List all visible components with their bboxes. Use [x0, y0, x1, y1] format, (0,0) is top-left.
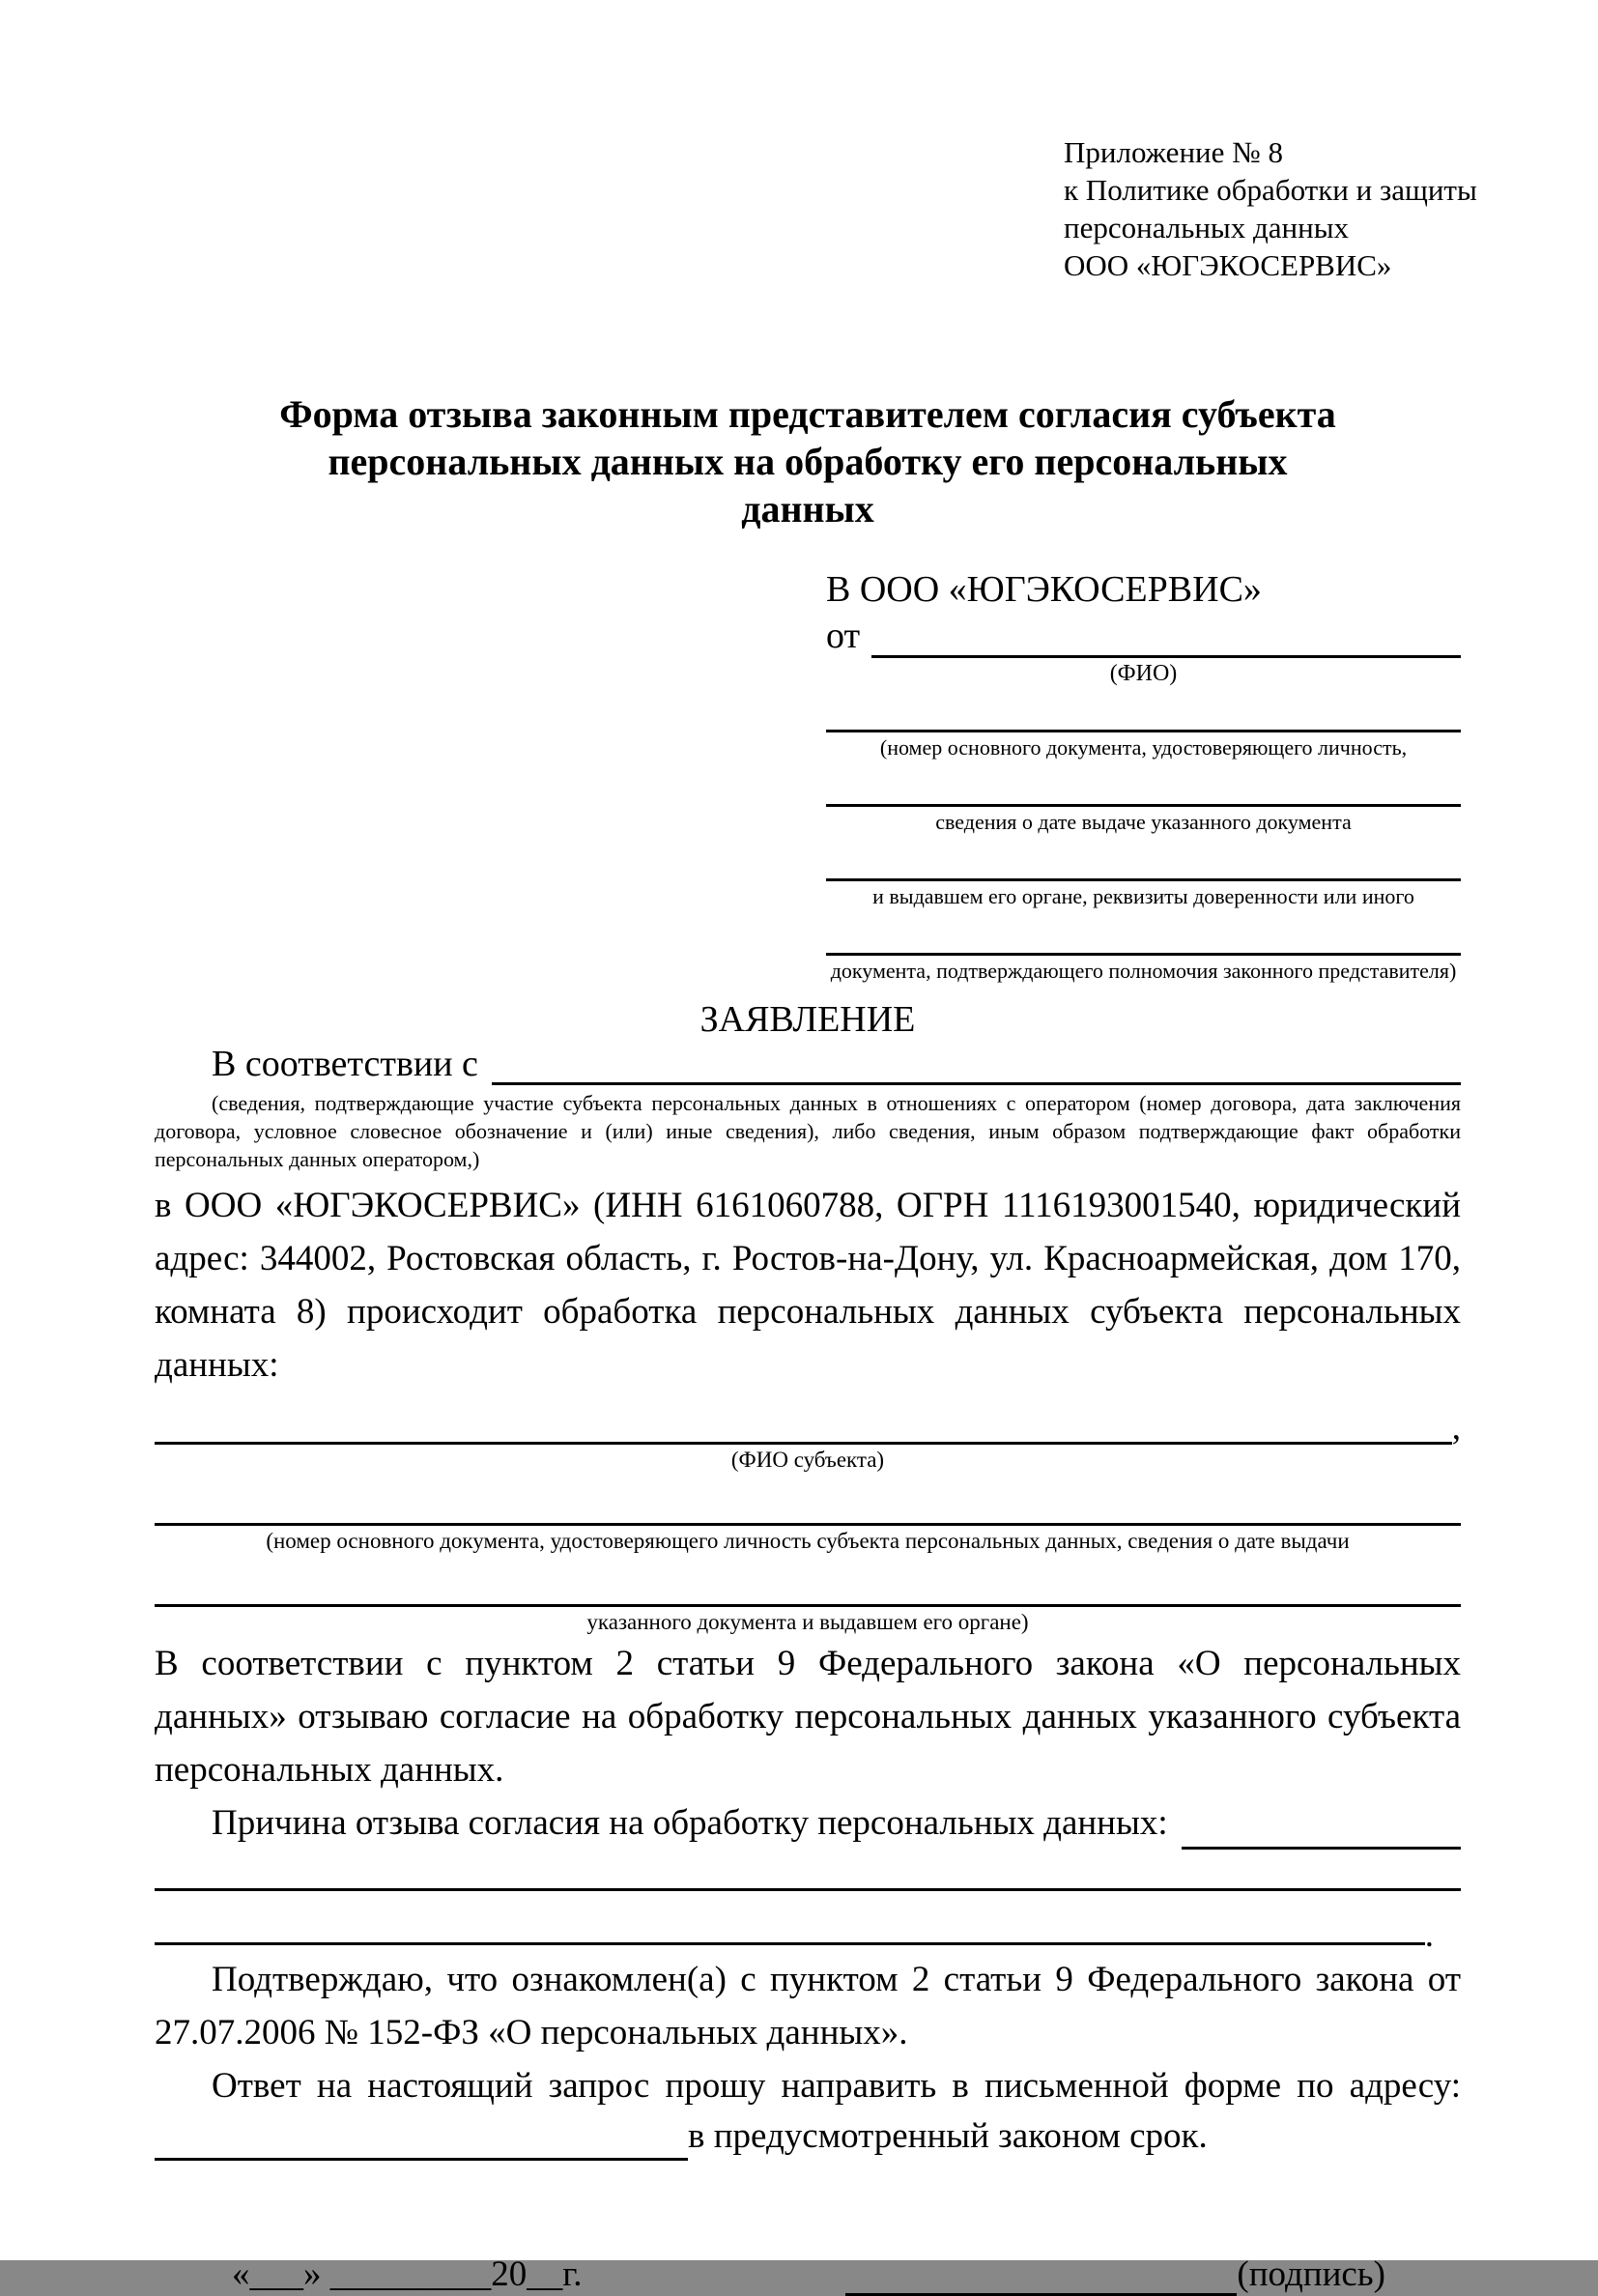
subject-doc-caption: указанного документа и выдавшем его органе): [586, 1610, 1029, 1634]
annex-note-line: к Политике обработки и защиты: [1064, 173, 1477, 207]
representative-doc-field-line[interactable]: [826, 922, 1461, 956]
representative-doc-caption: и выдавшем его органе, реквизиты доверенности или иного: [872, 884, 1414, 908]
intro-row: [155, 1043, 1461, 1085]
footer-row: [155, 2253, 1461, 2296]
annex-note-line: персональных данных: [1064, 211, 1350, 244]
reason-field-line[interactable]: [1182, 1847, 1461, 1850]
subject-doc-field: [155, 1564, 1461, 1635]
from-row: [826, 614, 1461, 658]
annex-note-line: Приложение № 8: [1064, 135, 1283, 169]
signature-caption: (подпись): [1237, 2254, 1385, 2294]
reason-extra-field-line[interactable]: [155, 1933, 1425, 1945]
subject-fio-caption: (ФИО субъекта): [730, 1448, 885, 1472]
representative-doc-field: [826, 847, 1461, 910]
representative-doc-caption: документа, подтверждающего полномочия законного представителя): [830, 959, 1457, 983]
subject-fio-field: [155, 1401, 1461, 1473]
addressee-block: [826, 567, 1461, 985]
reason-label: Причина отзыва согласия на обработку персональных данных:: [212, 1803, 1168, 1843]
reason-extra-field-line[interactable]: [155, 1888, 1461, 1891]
intro-caption: (сведения, подтверждающие участие субъекта персональных данных в отношениях с оператором (номер договора, дата заключения договора, условное словесное обозначение и (или) иные сведения), либо сведения, иным образом подтверждающие факт обработки персональных данных оператором,): [155, 1091, 1461, 1171]
reason-trailing-period: .: [1424, 1915, 1434, 1955]
annex-note-line: ООО «ЮГЭКОСЕРВИС»: [1064, 248, 1392, 282]
reply-address-field-line[interactable]: [155, 2119, 688, 2161]
representative-doc-field-line[interactable]: [826, 699, 1461, 732]
intro-field-line[interactable]: [492, 1082, 1461, 1085]
representative-doc-field: [826, 699, 1461, 761]
representative-doc-caption: (номер основного документа, удостоверяющего личность,: [879, 735, 1408, 760]
subject-fio-trailing-comma: ,: [1451, 1408, 1461, 1448]
withdrawal-paragraph: В соответствии с пунктом 2 статьи 9 Федерального закона «О персональных данных» отзываю согласие на обработку персональных данных указанного субъекта персональных данных.: [155, 1644, 1461, 1790]
statement-heading: ЗАЯВЛЕНИЕ: [699, 999, 916, 1040]
reply-suffix: в предусмотренный законом срок.: [688, 2116, 1208, 2156]
reason-row: [155, 1796, 1461, 1850]
intro-label: В соответствии с: [212, 1044, 478, 1084]
subject-doc-caption: (номер основного документа, удостоверяющего личность субъекта персональных данных, сведения о дате выдачи: [266, 1529, 1350, 1553]
addressee-organization: В ООО «ЮГЭКОСЕРВИС»: [826, 569, 1262, 610]
subject-doc-field-line[interactable]: [155, 1482, 1461, 1526]
subject-fio-field-line[interactable]: [155, 1401, 1452, 1445]
representative-doc-field-line[interactable]: [826, 773, 1461, 807]
annex-note: [1064, 133, 1477, 284]
representative-doc-field-line[interactable]: [826, 847, 1461, 881]
operator-paragraph: в ООО «ЮГЭКОСЕРВИС» (ИНН 6161060788, ОГРН 1116193001540, юридический адрес: 344002, Ростовская область, г. Ростов-на-Дону, ул. Красноармейская, дом 170, комната 8) происходит обработка персональных данных субъекта персональных данных:: [155, 1186, 1461, 1385]
representative-doc-field: [826, 773, 1461, 836]
date-field[interactable]: «___» _________20__г.: [232, 2254, 583, 2294]
reply-address-row: [155, 2112, 1461, 2161]
subject-fio-row: [155, 1401, 1461, 1448]
reply-paragraph: Ответ на настоящий запрос прошу направить в письменной форме по адресу:: [212, 2066, 1461, 2106]
from-fio-field-line[interactable]: [871, 655, 1461, 658]
subject-doc-field-line[interactable]: [155, 1564, 1461, 1607]
representative-doc-field: [826, 922, 1461, 985]
signature-field-line[interactable]: [845, 2258, 1237, 2296]
representative-doc-caption: сведения о дате выдаче указанного документа: [935, 810, 1352, 834]
reason-extra-field-row: [155, 1915, 1461, 1955]
document-content: [155, 0, 1477, 2296]
signature-group: [845, 2253, 1385, 2296]
subject-doc-field: [155, 1482, 1461, 1554]
confirmation-paragraph: Подтверждаю, что ознакомлен(а) с пунктом 2 статьи 9 Федерального закона от 27.07.2006 № 152-ФЗ «О персональных данных».: [155, 1960, 1461, 2052]
fio-caption: (ФИО): [1109, 661, 1178, 686]
document-title: Форма отзыва законным представителем согласия субъекта персональных данных на обработку его персональных данных: [279, 392, 1336, 531]
from-label: от: [826, 616, 861, 656]
